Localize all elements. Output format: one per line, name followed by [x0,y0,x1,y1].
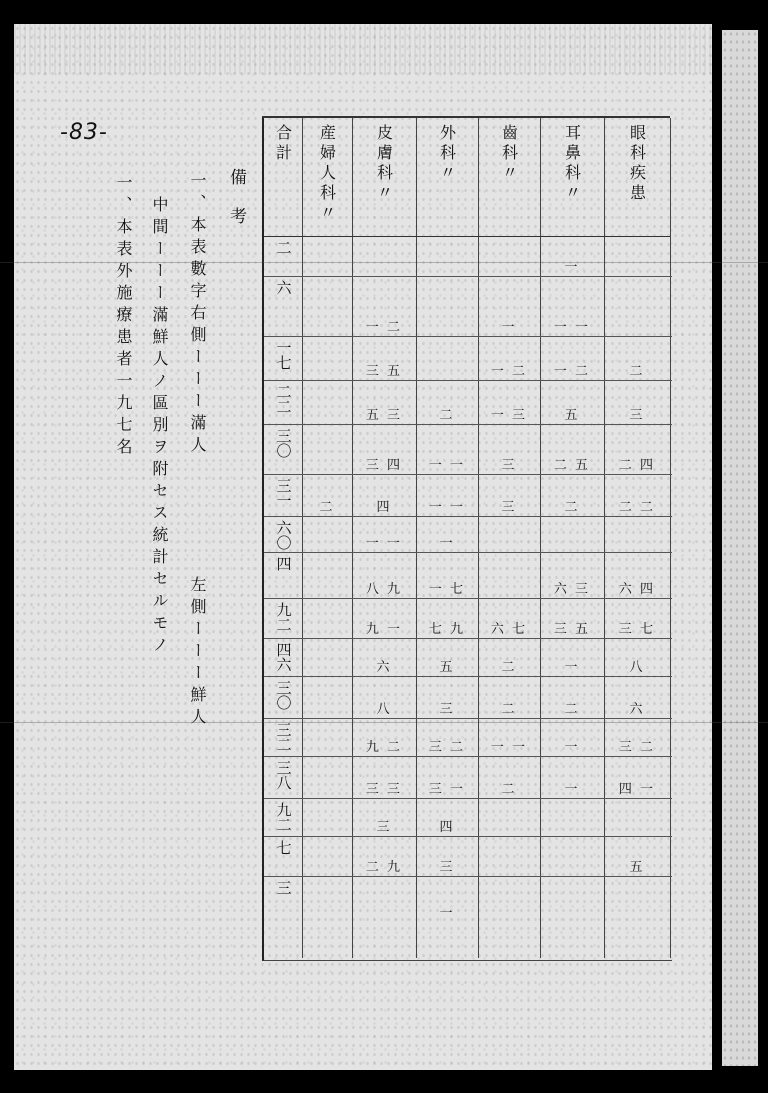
note-line-1-tail: 左側ーーー鮮人 [188,576,207,730]
table-cell: 一 二 [553,364,591,379]
table-cell: 二 [501,702,517,717]
row-divider [264,516,672,517]
row-total: 四 [274,556,293,571]
table-cell: 四 [376,500,392,515]
table-column-6 [604,118,671,958]
column-header [264,118,302,237]
table-cell: 一 二 [490,364,528,379]
table-cell: 二 四 [618,458,656,473]
table-column-1 [302,118,353,958]
table-cell: 八 九 [365,582,403,597]
row-total: 三〇 [274,680,293,710]
row-divider [264,276,672,277]
statistics-table [262,118,672,961]
column-header [540,118,604,237]
table-cell: 二 [629,364,645,379]
table-cell: 二 [439,408,455,423]
table-cell: 一 一 [553,320,591,335]
table-cell: 二 九 [365,860,403,875]
note-line-3: 一、本表外施療患者一九七名 [114,174,133,460]
table-cell: 二 [501,660,517,675]
table-cell: 三 五 [365,364,403,379]
table-cell: 一 七 [428,582,466,597]
row-total: 三一 [274,478,293,508]
table-cell: 六 三 [553,582,591,597]
table-cell: 五 [564,408,580,423]
row-total: 四六 [274,642,293,672]
table-cell: 三 [501,458,517,473]
row-total: 九二 [274,602,293,632]
scan-line [0,722,768,723]
table-cell: 六 七 [490,622,528,637]
column-header [478,118,540,237]
row-divider [264,676,672,677]
row-divider [264,836,672,837]
note-line-2: 中間ーーー滿鮮人ノ區別ヲ附セス統計セルモノ [150,196,169,658]
column-header-label: 産婦人科〃 [317,124,337,224]
row-divider [264,336,672,337]
table-cell: 三 七 [618,622,656,637]
column-header [352,118,416,237]
table-cell: 七 九 [428,622,466,637]
row-divider [264,638,672,639]
row-total: 三八 [274,760,293,790]
column-header [302,118,352,237]
table-cell: 一 [501,320,517,335]
column-header-label: 耳鼻科〃 [562,124,582,204]
column-header [416,118,478,237]
row-total: 二二 [274,384,293,414]
table-cell: 九 二 [365,740,403,755]
row-total: 二 [274,240,293,255]
page-top-noise [14,24,712,74]
table-cell: 二 [319,500,335,515]
table-column-5 [540,118,605,958]
page-gap [712,30,722,1066]
table-cell: 一 一 [428,458,466,473]
column-header-label: 皮膚科〃 [374,124,394,204]
row-divider [264,798,672,799]
table-cell: 二 二 [618,500,656,515]
row-divider [264,718,672,719]
table-cell: 三 [439,860,455,875]
table-cell: 八 [376,702,392,717]
table-cell: 九 一 [365,622,403,637]
table-cell: 六 [629,702,645,717]
table-column-4 [478,118,541,958]
row-total: 三 [274,880,293,895]
row-divider [264,756,672,757]
table-cell: 一 [564,260,580,275]
column-header-label: 眼科疾患 [627,124,647,204]
table-cell: 三 一 [428,782,466,797]
table-cell: 二 [564,500,580,515]
table-cell: 三 [439,702,455,717]
table-cell: 五 [629,860,645,875]
scan-line [0,262,768,263]
row-total: 六〇 [274,520,293,550]
table-cell: 一 [439,536,455,551]
table-cell: 四 一 [618,782,656,797]
table-cell: 三 三 [365,782,403,797]
table-cell: 一 二 [365,320,403,335]
column-header-label: 合計 [273,124,293,164]
row-total: 三〇 [274,428,293,458]
table-cell: 一 [439,906,455,921]
table-cell: 三 二 [428,740,466,755]
row-divider [264,598,672,599]
table-cell: 二 [501,782,517,797]
table-cell: 五 [439,660,455,675]
table-cell: 四 [439,820,455,835]
row-total: 七 [274,840,293,855]
table-cell: 一 一 [490,740,528,755]
row-divider [264,474,672,475]
table-cell: 一 三 [490,408,528,423]
table-cell: 一 [564,660,580,675]
column-header-label: 外科〃 [437,124,457,184]
table-cell: 六 四 [618,582,656,597]
row-divider [264,552,672,553]
table-cell: 一 [564,782,580,797]
column-header [604,118,670,237]
table-cell: 三 [376,820,392,835]
table-cell: 一 一 [365,536,403,551]
table-cell: 五 三 [365,408,403,423]
table-cell: 六 [376,660,392,675]
table-cell: 三 四 [365,458,403,473]
page-number: -83- [60,120,108,145]
table-cell: 八 [629,660,645,675]
table-cell: 三 [629,408,645,423]
notes-heading: 備考 [226,168,246,246]
row-total: 一七 [274,340,293,370]
table-cell: 二 [564,702,580,717]
table-cell: 二 五 [553,458,591,473]
row-total: 六 [274,280,293,295]
row-total: 三二 [274,722,293,752]
row-divider [264,380,672,381]
table-cell: 一 [564,740,580,755]
table-cell: 一 一 [428,500,466,515]
row-divider [264,876,672,877]
table-cell: 三 二 [618,740,656,755]
row-divider [264,424,672,425]
row-total: 九二 [274,802,293,832]
table-cell: 三 [501,500,517,515]
next-page-edge [722,30,758,1066]
table-cell: 三 五 [553,622,591,637]
note-line-1: 一、本表數字右側ーーー滿人 [188,172,207,458]
column-header-label: 齒科〃 [499,124,519,184]
